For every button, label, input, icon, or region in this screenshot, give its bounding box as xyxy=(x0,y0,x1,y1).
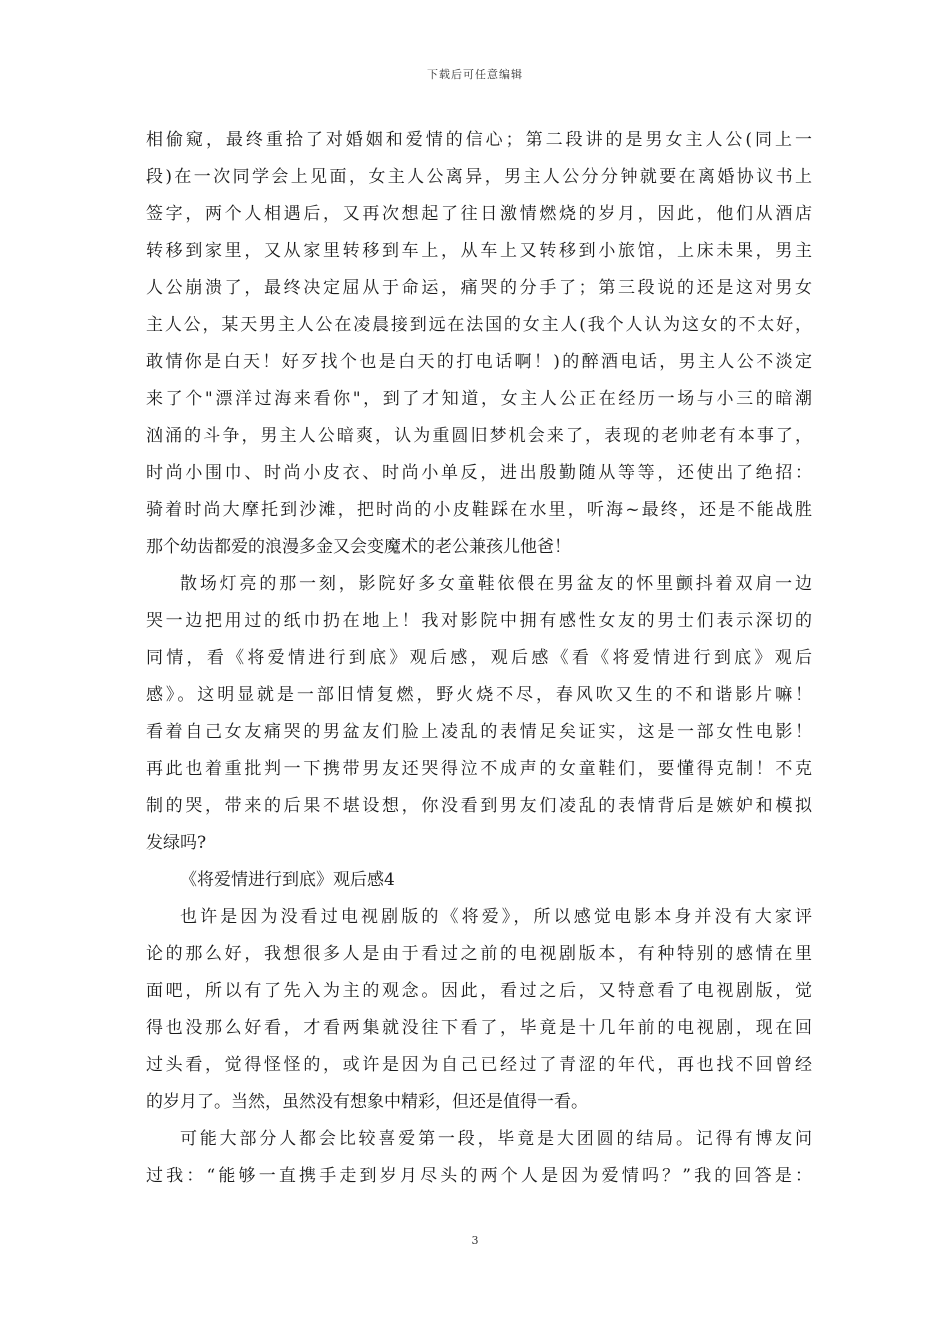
text-line: 同情，看《将爱情进行到底》观后感，观后感《看《将爱情进行到底》观后 xyxy=(146,648,812,668)
section-heading: 《将爱情进行到底》观后感4 xyxy=(180,870,395,890)
page-number: 3 xyxy=(471,1234,479,1247)
text-line: 签字，两个人相遇后，又再次想起了往日激情燃烧的岁月，因此，他们从酒店 xyxy=(146,204,812,224)
text-line: 论的那么好，我想很多人是由于看过之前的电视剧版本，有种特别的感情在里 xyxy=(146,944,812,964)
document-body xyxy=(146,122,812,1195)
text-line: 发绿吗? xyxy=(146,833,207,853)
text-line: 敢情你是白天！好歹找个也是白天的打电话啊！)的醉酒电话，男主人公不淡定 xyxy=(146,352,812,372)
text-line: 的岁月了。当然，虽然没有想象中精彩，但还是值得一看。 xyxy=(146,1092,588,1112)
text-line: 再此也着重批判一下携带男友还哭得泣不成声的女童鞋们，要懂得克制！不克 xyxy=(146,759,812,779)
text-line: 来了个"漂洋过海来看你"，到了才知道，女主人公正在经历一场与小三的暗潮 xyxy=(146,389,812,409)
text-line: 过头看，觉得怪怪的，或许是因为自己已经过了青涩的年代，再也找不回曾经 xyxy=(146,1055,812,1075)
page-header: 下载后可任意编辑 xyxy=(427,68,523,81)
text-line: 骑着时尚大摩托到沙滩，把时尚的小皮鞋踩在水里，听海~最终，还是不能战胜 xyxy=(146,500,812,520)
text-line: 得也没那么好看，才看两集就没往下看了，毕竟是十几年前的电视剧，现在回 xyxy=(146,1018,812,1038)
text-line: 制的哭，带来的后果不堪设想，你没看到男友们凌乱的表情背后是嫉妒和模拟 xyxy=(146,796,812,816)
text-line: 感》。这明显就是一部旧情复燃，野火烧不尽，春风吹又生的不和谐影片嘛！ xyxy=(146,685,812,705)
text-line: 那个幼齿都爱的浪漫多金又会变魔术的老公兼孩儿他爸！ xyxy=(146,537,571,557)
text-line: 汹涌的斗争，男主人公暗爽，认为重圆旧梦机会来了，表现的老帅老有本事了， xyxy=(146,426,812,446)
text-line: 也许是因为没看过电视剧版的《将爱》，所以感觉电影本身并没有大家评 xyxy=(180,907,812,927)
text-line: 过我：“能够一直携手走到岁月尽头的两个人是因为爱情吗？”我的回答是： xyxy=(146,1166,812,1186)
text-line: 时尚小围巾、时尚小皮衣、时尚小单反，进出殷勤随从等等，还使出了绝招： xyxy=(146,463,812,483)
text-line: 散场灯亮的那一刻，影院好多女童鞋依偎在男盆友的怀里颤抖着双肩一边 xyxy=(180,574,812,594)
text-line: 段)在一次同学会上见面，女主人公离异，男主人公分分钟就要在离婚协议书上 xyxy=(146,167,812,187)
text-line: 转移到家里，又从家里转移到车上，从车上又转移到小旅馆，上床未果，男主 xyxy=(146,241,812,261)
text-line: 可能大部分人都会比较喜爱第一段，毕竟是大团圆的结局。记得有博友问 xyxy=(180,1129,812,1149)
text-line: 相偷窥，最终重拾了对婚姻和爱情的信心；第二段讲的是男女主人公(同上一 xyxy=(146,130,812,150)
text-line: 主人公，某天男主人公在凌晨接到远在法国的女主人(我个人认为这女的不太好， xyxy=(146,315,812,335)
text-line: 看着自己女友痛哭的男盆友们脸上凌乱的表情足矣证实，这是一部女性电影！ xyxy=(146,722,812,742)
text-line: 人公崩溃了，最终决定屈从于命运，痛哭的分手了；第三段说的还是这对男女 xyxy=(146,278,812,298)
text-line: 哭一边把用过的纸巾扔在地上！我对影院中拥有感性女友的男士们表示深切的 xyxy=(146,611,812,631)
text-line: 面吧，所以有了先入为主的观念。因此，看过之后，又特意看了电视剧版，觉 xyxy=(146,981,812,1001)
